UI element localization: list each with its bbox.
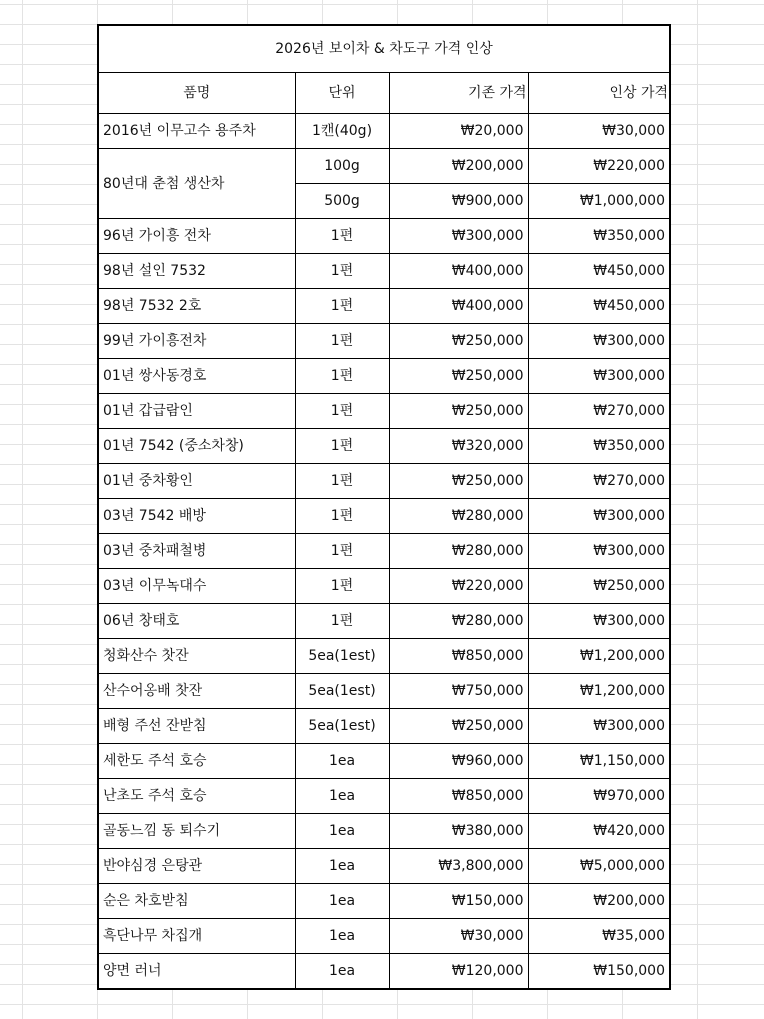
unit-cell[interactable]: 1편 [295,569,389,604]
item-name-cell[interactable]: 98년 7532 2호 [98,289,295,324]
new-price-cell[interactable]: ₩300,000 [528,499,670,534]
unit-cell[interactable]: 1편 [295,359,389,394]
header-old-price[interactable]: 기존 가격 [389,73,528,114]
new-price-cell[interactable]: ₩420,000 [528,814,670,849]
unit-cell[interactable]: 5ea(1est) [295,639,389,674]
item-name-cell[interactable]: 01년 7542 (중소차창) [98,429,295,464]
table-row [98,954,670,990]
table-row [98,464,670,499]
unit-cell[interactable]: 100g [295,149,389,184]
unit-cell[interactable]: 1편 [295,499,389,534]
new-price-cell[interactable]: ₩300,000 [528,324,670,359]
table-row [98,219,670,254]
unit-cell[interactable]: 1ea [295,954,389,990]
table-row [98,884,670,919]
new-price-cell[interactable]: ₩30,000 [528,114,670,149]
old-price-cell[interactable]: ₩750,000 [389,674,528,709]
new-price-cell[interactable]: ₩270,000 [528,464,670,499]
item-name-cell[interactable]: 01년 갑급람인 [98,394,295,429]
old-price-cell[interactable]: ₩850,000 [389,779,528,814]
header-unit[interactable]: 단위 [295,73,389,114]
table-row [98,359,670,394]
old-price-cell[interactable]: ₩250,000 [389,464,528,499]
new-price-cell[interactable]: ₩350,000 [528,219,670,254]
old-price-cell[interactable]: ₩220,000 [389,569,528,604]
new-price-cell[interactable]: ₩300,000 [528,534,670,569]
table-row [98,674,670,709]
old-price-cell[interactable]: ₩3,800,000 [389,849,528,884]
unit-cell[interactable]: 1ea [295,849,389,884]
unit-cell[interactable]: 5ea(1est) [295,709,389,744]
new-price-cell[interactable]: ₩35,000 [528,919,670,954]
new-price-cell[interactable]: ₩220,000 [528,149,670,184]
new-price-cell[interactable]: ₩450,000 [528,289,670,324]
unit-cell[interactable]: 500g [295,184,389,219]
item-name-cell[interactable]: 99년 가이흥전차 [98,324,295,359]
table-row [98,744,670,779]
old-price-cell[interactable]: ₩280,000 [389,604,528,639]
new-price-cell[interactable]: ₩970,000 [528,779,670,814]
old-price-cell[interactable]: ₩20,000 [389,114,528,149]
old-price-cell[interactable]: ₩300,000 [389,219,528,254]
unit-cell[interactable]: 1편 [295,429,389,464]
item-name-cell[interactable]: 06년 창태호 [98,604,295,639]
unit-cell[interactable]: 1ea [295,814,389,849]
price-table [97,24,671,990]
table-row [98,604,670,639]
table-row [98,849,670,884]
item-name-cell[interactable]: 80년대 춘첨 생산차 [98,149,295,219]
old-price-cell[interactable]: ₩250,000 [389,709,528,744]
unit-cell[interactable]: 1캔(40g) [295,114,389,149]
new-price-cell[interactable]: ₩270,000 [528,394,670,429]
item-name-cell[interactable]: 반야심경 은탕관 [98,849,295,884]
item-name-cell[interactable]: 96년 가이흥 전차 [98,219,295,254]
table-row [98,149,670,184]
old-price-cell[interactable]: ₩960,000 [389,744,528,779]
new-price-cell[interactable]: ₩300,000 [528,359,670,394]
old-price-cell[interactable]: ₩250,000 [389,324,528,359]
unit-cell[interactable]: 1ea [295,884,389,919]
table-row [98,709,670,744]
table-row [98,919,670,954]
old-price-cell[interactable]: ₩900,000 [389,184,528,219]
old-price-cell[interactable]: ₩30,000 [389,919,528,954]
unit-cell[interactable]: 1편 [295,254,389,289]
old-price-cell[interactable]: ₩280,000 [389,499,528,534]
unit-cell[interactable]: 5ea(1est) [295,674,389,709]
table-row [98,779,670,814]
item-name-cell[interactable]: 배형 주선 잔받침 [98,709,295,744]
unit-cell[interactable]: 1편 [295,464,389,499]
unit-cell[interactable]: 1편 [295,534,389,569]
unit-cell[interactable]: 1편 [295,394,389,429]
old-price-cell[interactable]: ₩320,000 [389,429,528,464]
table-row [98,324,670,359]
unit-cell[interactable]: 1편 [295,219,389,254]
old-price-cell[interactable]: ₩280,000 [389,534,528,569]
old-price-cell[interactable]: ₩380,000 [389,814,528,849]
new-price-cell[interactable]: ₩300,000 [528,604,670,639]
old-price-cell[interactable]: ₩250,000 [389,359,528,394]
unit-cell[interactable]: 1편 [295,324,389,359]
old-price-cell[interactable]: ₩400,000 [389,289,528,324]
table-row [98,114,670,149]
item-name-cell[interactable]: 청화산수 찻잔 [98,639,295,674]
table-title[interactable]: 2026년 보이차 & 차도구 가격 인상 [98,25,670,73]
header-new-price[interactable]: 인상 가격 [528,73,670,114]
table-row [98,534,670,569]
item-name-cell[interactable]: 양면 러너 [98,954,295,990]
item-name-cell[interactable]: 세한도 주석 호승 [98,744,295,779]
new-price-cell[interactable]: ₩5,000,000 [528,849,670,884]
item-name-cell[interactable]: 난초도 주석 호승 [98,779,295,814]
table-row [98,289,670,324]
table-row [98,569,670,604]
item-name-cell[interactable]: 03년 이무녹대수 [98,569,295,604]
table-row [98,814,670,849]
unit-cell[interactable]: 1ea [295,779,389,814]
table-row [98,429,670,464]
new-price-cell[interactable]: ₩1,000,000 [528,184,670,219]
table-row [98,639,670,674]
unit-cell[interactable]: 1편 [295,604,389,639]
unit-cell[interactable]: 1ea [295,919,389,954]
item-name-cell[interactable]: 01년 쌍사동경호 [98,359,295,394]
title-row [98,25,670,73]
old-price-cell[interactable]: ₩200,000 [389,149,528,184]
item-name-cell[interactable]: 01년 중차황인 [98,464,295,499]
old-price-cell[interactable]: ₩850,000 [389,639,528,674]
old-price-cell[interactable]: ₩150,000 [389,884,528,919]
old-price-cell[interactable]: ₩120,000 [389,954,528,990]
table-row [98,394,670,429]
new-price-cell[interactable]: ₩1,200,000 [528,639,670,674]
header-name[interactable]: 품명 [98,73,295,114]
item-name-cell[interactable]: 98년 설인 7532 [98,254,295,289]
item-name-cell[interactable]: 골동느낌 동 퇴수기 [98,814,295,849]
new-price-cell[interactable]: ₩200,000 [528,884,670,919]
old-price-cell[interactable]: ₩250,000 [389,394,528,429]
item-name-cell[interactable]: 2016년 이무고수 용주차 [98,114,295,149]
table-row [98,254,670,289]
new-price-cell[interactable]: ₩350,000 [528,429,670,464]
new-price-cell[interactable]: ₩1,200,000 [528,674,670,709]
table-row [98,499,670,534]
old-price-cell[interactable]: ₩400,000 [389,254,528,289]
item-name-cell[interactable]: 산수어옹배 찻잔 [98,674,295,709]
new-price-cell[interactable]: ₩1,150,000 [528,744,670,779]
header-row [98,73,670,114]
new-price-cell[interactable]: ₩250,000 [528,569,670,604]
item-name-cell[interactable]: 03년 중차패철병 [98,534,295,569]
new-price-cell[interactable]: ₩150,000 [528,954,670,990]
unit-cell[interactable]: 1ea [295,744,389,779]
unit-cell[interactable]: 1편 [295,289,389,324]
item-name-cell[interactable]: 03년 7542 배방 [98,499,295,534]
new-price-cell[interactable]: ₩450,000 [528,254,670,289]
item-name-cell[interactable]: 흑단나무 차집개 [98,919,295,954]
new-price-cell[interactable]: ₩300,000 [528,709,670,744]
item-name-cell[interactable]: 순은 차호받침 [98,884,295,919]
